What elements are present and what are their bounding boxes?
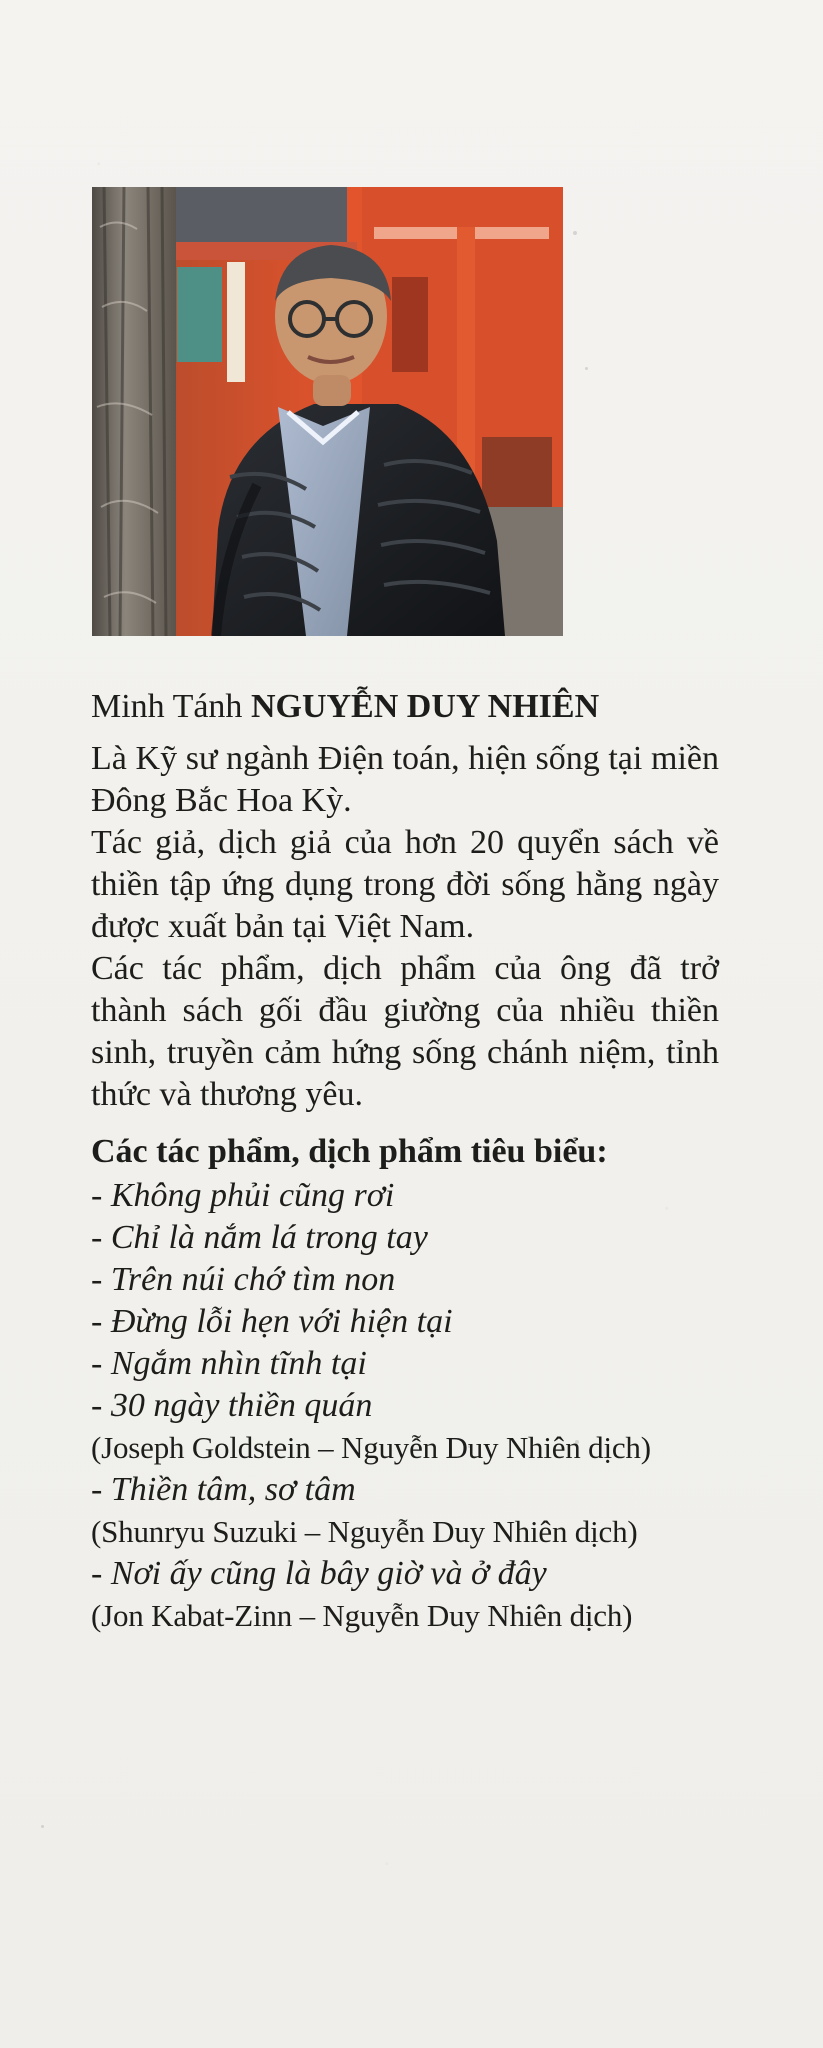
work-item xyxy=(91,1553,719,1637)
work-title: - Nơi ấy cũng là bây giờ và ở đây xyxy=(91,1555,547,1592)
author-bio xyxy=(91,738,719,1116)
work-item xyxy=(91,1217,719,1259)
works-list xyxy=(91,1175,719,1637)
bio-paragraph: Là Kỹ sư ngành Điện toán, hiện sống tại miền Đông Bắc Hoa Kỳ. xyxy=(91,740,719,819)
work-credit: (Shunryu Suzuki – Nguyễn Duy Nhiên dịch) xyxy=(91,1514,638,1549)
work-credit: (Jon Kabat-Zinn – Nguyễn Duy Nhiên dịch) xyxy=(91,1598,633,1633)
paper-speck xyxy=(585,367,588,370)
work-title: - Đừng lỗi hẹn với hiện tại xyxy=(91,1303,453,1340)
work-item xyxy=(91,1385,719,1469)
portrait-illustration xyxy=(92,187,563,636)
work-title: - Chỉ là nắm lá trong tay xyxy=(91,1219,428,1256)
works-heading: Các tác phẩm, dịch phẩm tiêu biểu: xyxy=(91,1133,608,1170)
work-title: - Thiền tâm, sơ tâm xyxy=(91,1471,356,1508)
work-item xyxy=(91,1175,719,1217)
work-title: - 30 ngày thiền quán xyxy=(91,1387,373,1424)
author-portrait-photo xyxy=(92,187,563,636)
work-credit: (Joseph Goldstein – Nguyễn Duy Nhiên dịch) xyxy=(91,1430,651,1465)
paper-speck xyxy=(41,1825,44,1828)
author-prefix: Minh Tánh xyxy=(91,688,243,725)
work-title: - Trên núi chớ tìm non xyxy=(91,1261,396,1298)
author-name: NGUYỄN DUY NHIÊN xyxy=(250,688,600,725)
work-item xyxy=(91,1301,719,1343)
work-item xyxy=(91,1469,719,1553)
author-bio-section xyxy=(91,686,719,1637)
work-item xyxy=(91,1259,719,1301)
work-item xyxy=(91,1343,719,1385)
bio-paragraph: Các tác phẩm, dịch phẩm của ông đã trở thành sách gối đầu giường của nhiều thiền sinh, truyền cảm hứng sống chánh niệm, tỉnh thức và thương yêu. xyxy=(91,950,719,1113)
work-title: - Ngắm nhìn tĩnh tại xyxy=(91,1345,367,1382)
bio-paragraph: Tác giả, dịch giả của hơn 20 quyển sách về thiền tập ứng dụng trong đời sống hằng ngày được xuất bản tại Việt Nam. xyxy=(91,824,719,945)
paper-speck xyxy=(573,231,577,235)
work-title: - Không phủi cũng rơi xyxy=(91,1177,395,1214)
author-name-line xyxy=(91,686,719,728)
